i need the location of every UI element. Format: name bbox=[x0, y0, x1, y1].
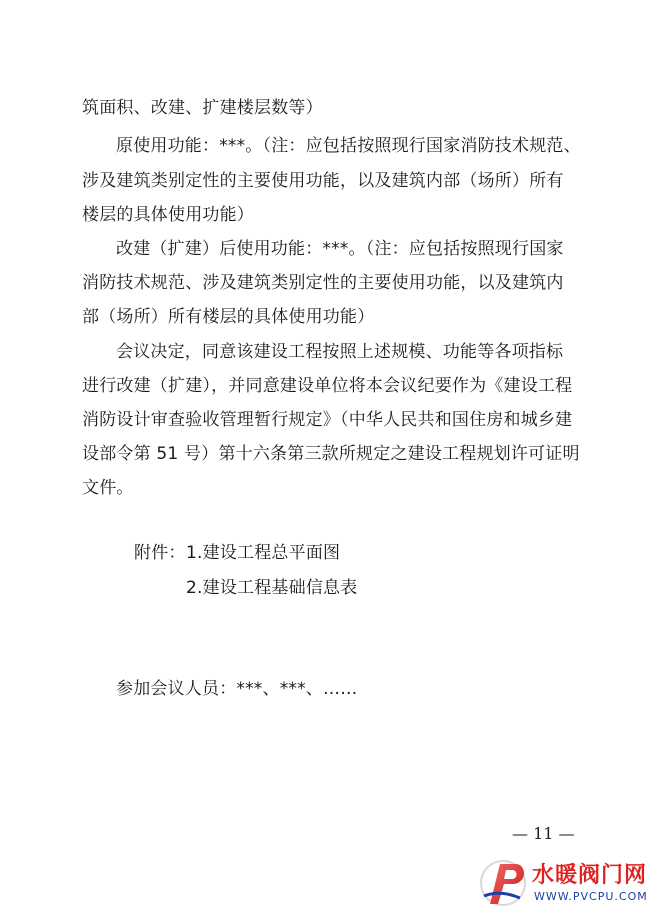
body-line-4: 楼层的具体使用功能） bbox=[82, 205, 254, 225]
body-line-10: 消防设计审查验收管理暂行规定》（中华人民共和国住房和城乡建 bbox=[82, 410, 573, 430]
body-line-1: 筑面积、改建、扩建楼层数等） bbox=[82, 98, 323, 118]
watermark-logo-icon bbox=[476, 852, 534, 912]
attachments-label: 附件： bbox=[134, 543, 186, 563]
attachment-item-2: 2.建设工程基础信息表 bbox=[186, 578, 358, 598]
watermark-url: WWW.PVCPU.COM bbox=[534, 890, 648, 903]
body-line-11: 设部令第 51 号）第十六条第三款所规定之建设工程规划许可证明 bbox=[82, 444, 580, 464]
site-watermark bbox=[476, 852, 646, 916]
page-number: — 11 — bbox=[512, 824, 575, 843]
body-line-8: 会议决定，同意该建设工程按照上述规模、功能等各项指标 bbox=[116, 342, 564, 362]
meeting-attendees: 参加会议人员：***、***、…… bbox=[116, 679, 358, 699]
body-line-5: 改建（扩建）后使用功能：***。（注：应包括按照现行国家 bbox=[116, 239, 564, 259]
body-line-12: 文件。 bbox=[82, 478, 134, 498]
body-line-9: 进行改建（扩建），并同意建设单位将本会议纪要作为《建设工程 bbox=[82, 376, 573, 396]
body-line-6: 消防技术规范、涉及建筑类别定性的主要使用功能，以及建筑内 bbox=[82, 273, 564, 293]
body-line-7: 部（场所）所有楼层的具体使用功能） bbox=[82, 307, 375, 327]
watermark-title: 水暖阀门网 bbox=[532, 863, 648, 888]
body-line-2: 原使用功能：***。（注：应包括按照现行国家消防技术规范、 bbox=[116, 136, 581, 156]
body-line-3: 涉及建筑类别定性的主要使用功能，以及建筑内部（场所）所有 bbox=[82, 171, 564, 191]
attachment-item-1: 1.建设工程总平面图 bbox=[186, 543, 341, 563]
